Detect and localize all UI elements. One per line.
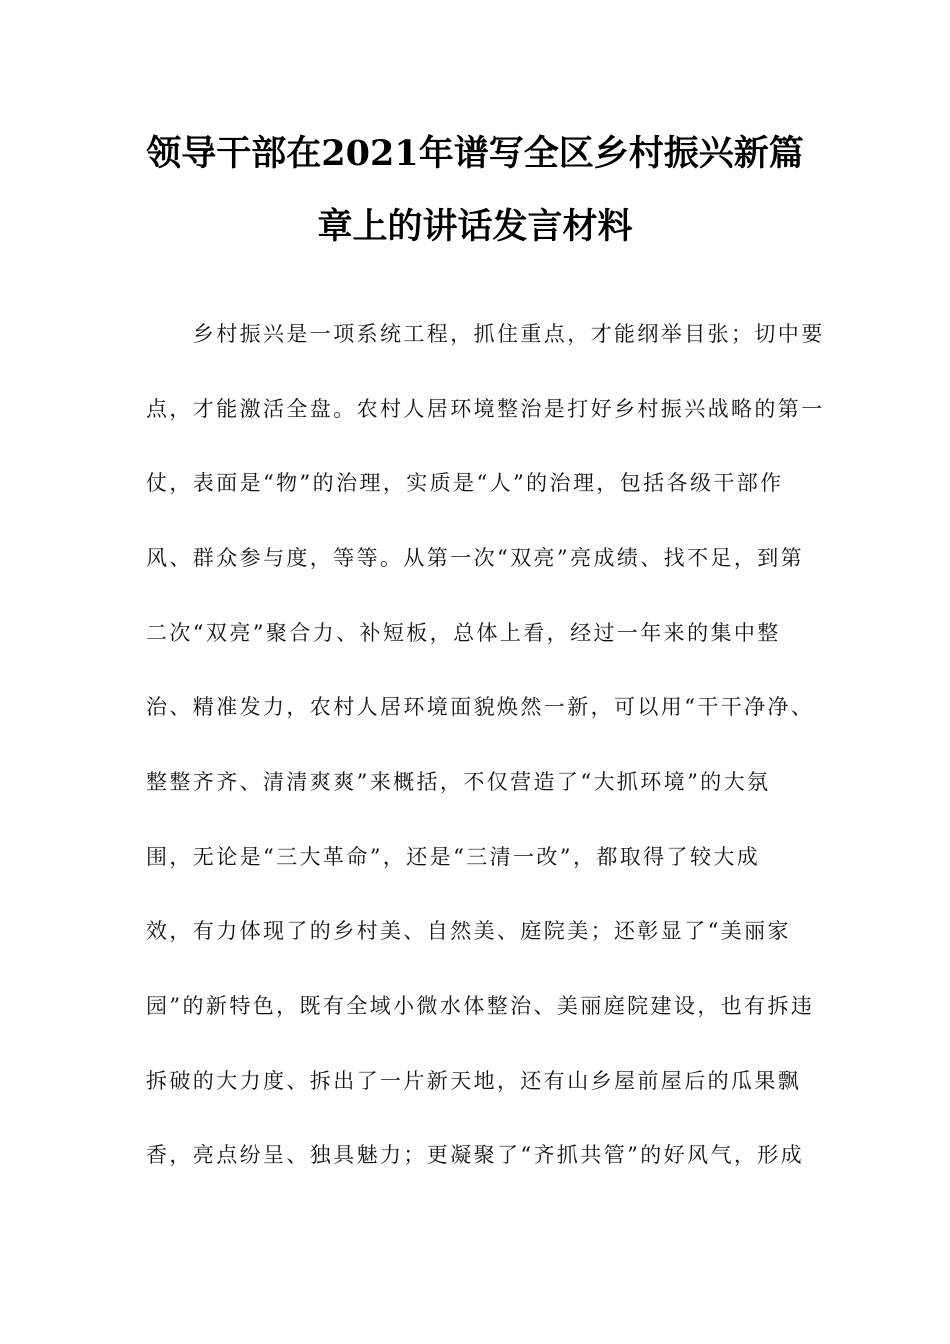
- document-title-line-2: 章上的讲话发言材料: [317, 206, 633, 247]
- body-line-1: 乡村振兴是一项系统工程，抓住重点，才能纲举目张；切中要: [146, 322, 825, 346]
- body-line-10: 园”的新特色，既有全域小微水体整治、美丽庭院建设，也有拆违: [146, 994, 815, 1018]
- body-line-2: 点，才能激活全盘。农村人居环境整治是打好乡村振兴战略的第一: [146, 397, 825, 421]
- body-line-3: 仗，表面是“物”的治理，实质是“人”的治理，包括各级干部作: [146, 471, 784, 495]
- body-line-11: 拆破的大力度、拆出了一片新天地，还有山乡屋前屋后的瓜果飘: [146, 1069, 802, 1093]
- body-line-5: 二次“双亮”聚合力、补短板，总体上看，经过一年来的集中整: [146, 621, 781, 645]
- body-line-7: 整整齐齐、清清爽爽”来概括，不仅营造了“大抓环境”的大氛: [146, 770, 771, 794]
- body-line-9: 效，有力体现了的乡村美、自然美、庭院美；还彰显了“美丽家: [146, 919, 791, 943]
- body-line-4: 风、群众参与度，等等。从第一次“双亮”亮成绩、找不足，到第: [146, 546, 805, 570]
- body-line-8: 围，无论是“三大革命”，还是“三清一改”，都取得了较大成: [146, 845, 761, 869]
- body-line-12: 香，亮点纷呈、独具魅力；更凝聚了“齐抓共管”的好风气，形成: [146, 1143, 805, 1167]
- document-title-line-1: 领导干部在2021年谱写全区乡村振兴新篇: [146, 133, 804, 174]
- body-line-6: 治、精准发力，农村人居环境面貌焕然一新，可以用“干干净净、: [146, 695, 815, 719]
